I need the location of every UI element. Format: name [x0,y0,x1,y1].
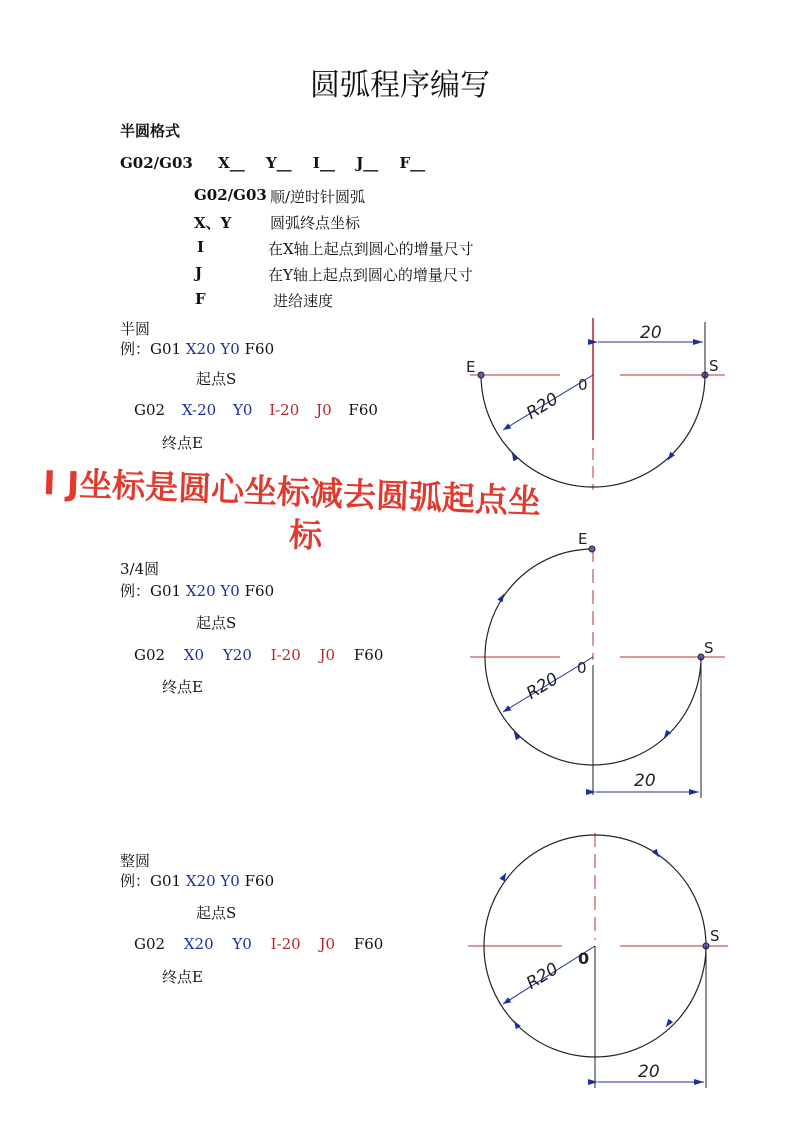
example-heading-three-quarter: 3/4圆 [120,560,160,578]
g01-x: X20 [185,582,216,600]
g02-f: F60 [353,935,384,953]
three-quarter-diagram [470,530,725,798]
g02-code: G02 [134,935,166,953]
end-note: 终点E [162,434,203,452]
g01-f: F60 [244,582,275,600]
g02-code: G02 [134,646,166,664]
start-note: 起点S [196,370,237,388]
origin-label: 0 [577,659,587,677]
origin-label: 0 [578,376,588,394]
direction-arrow [666,1020,671,1027]
banner-line-2: 标 [288,515,323,556]
direction-arrow [502,873,506,880]
g01-prefix: 例：G01 [120,582,182,600]
end-note: 终点E [162,678,203,696]
end-point [478,372,484,378]
direction-arrow [668,453,673,460]
g02-f: F60 [348,401,378,419]
start-note: 起点S [196,904,237,922]
start-label: S [704,639,714,657]
g02-y: Y20 [222,646,252,664]
param-desc: 在Y轴上起点到圆心的增量尺寸 [268,266,473,284]
syntax-i: I__ [312,154,335,172]
g02-x: X0 [183,646,205,664]
syntax-x: X__ [218,154,245,172]
g02-x: X20 [183,935,214,953]
example-heading-full: 整圆 [120,852,151,870]
page-title: 圆弧程序编写 [310,68,490,103]
g01-f: F60 [244,340,275,358]
syntax-j: J__ [356,154,379,172]
end-label: E [578,530,588,548]
format-heading: 半圆格式 [120,122,181,140]
dim-label: 20 [638,1062,660,1082]
g02-y: Y0 [232,401,253,419]
dim-label: 20 [640,323,662,343]
start-note: 起点S [196,614,237,632]
param-code: G02/G03 [194,186,267,204]
g01-y: Y0 [220,582,240,600]
param-code: X、Y [194,214,232,232]
g02-j: J0 [319,646,336,664]
direction-arrow [514,1021,518,1027]
syntax-y: Y__ [265,154,292,172]
g02-i: I-20 [270,935,301,953]
param-desc: 在X轴上起点到圆心的增量尺寸 [268,240,474,258]
syntax-g: G02/G03 [120,154,193,172]
g01-x: X20 [185,872,216,890]
g02-y: Y0 [232,935,252,953]
end-label: E [466,358,476,376]
param-code: I [197,238,205,256]
banner-line-1: I J坐标是圆心坐标减去圆弧起点坐 [42,463,542,522]
param-desc: 顺/逆时针圆弧 [270,188,366,206]
radius-label: R20 [523,958,563,994]
end-point [589,546,595,552]
g02-i: I-20 [270,646,301,664]
param-desc: 进给速度 [273,292,334,310]
g02-j: J0 [319,935,336,953]
g02-code: G02 [134,401,166,419]
g01-f: F60 [244,872,275,890]
origin-label: 0 [578,949,590,968]
half-circle-diagram [466,318,725,490]
syntax-f: F__ [399,154,426,172]
g01-prefix: 例：G01 [120,340,182,358]
dim-label: 20 [634,771,656,791]
g01-x: X20 [185,340,216,358]
param-code: F [195,290,206,308]
direction-arrow [654,850,659,857]
param-code: J [195,264,203,282]
radius-label: R20 [523,388,563,424]
param-desc: 圆弧终点坐标 [270,214,361,232]
example-heading-half: 半圆 [120,320,151,338]
g01-y: Y0 [220,340,240,358]
start-label: S [709,357,719,375]
g01-prefix: 例：G01 [120,872,182,890]
g02-j: J0 [316,401,332,419]
full-circle-diagram [468,833,728,1088]
g02-i: I-20 [269,401,300,419]
start-label: S [710,927,720,945]
g02-f: F60 [353,646,384,664]
radius-label: R20 [523,668,563,704]
g01-y: Y0 [220,872,240,890]
g02-x: X-20 [181,401,217,419]
end-note: 终点E [162,968,203,986]
